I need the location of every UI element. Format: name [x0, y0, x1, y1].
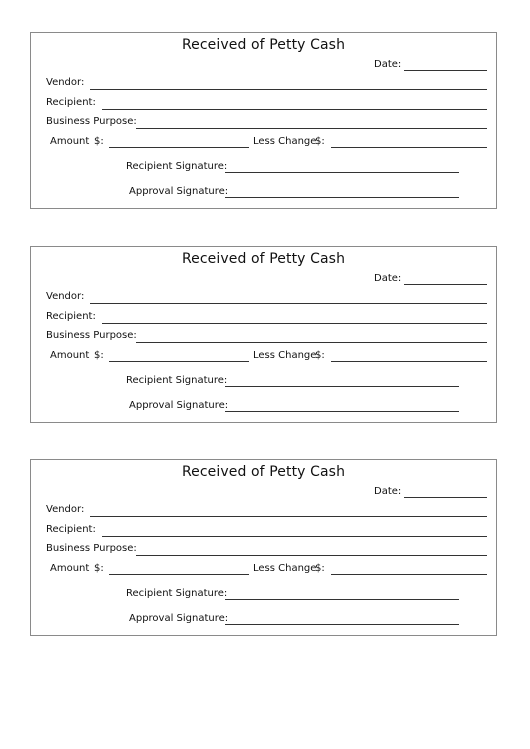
amount-dollar-label: $:	[94, 563, 104, 574]
vendor-field[interactable]	[90, 303, 487, 304]
petty-cash-form-2	[30, 246, 497, 423]
business-purpose-field[interactable]	[136, 128, 487, 129]
approval-signature-label: Approval Signature:	[129, 613, 229, 624]
recipient-signature-label: Recipient Signature:	[126, 588, 228, 599]
approval-signature-field[interactable]	[225, 197, 459, 198]
amount-label: Amount	[50, 350, 90, 361]
less-change-label: Less Change	[253, 563, 317, 574]
less-change-label: Less Change	[253, 136, 317, 147]
less-change-field[interactable]	[331, 147, 487, 148]
recipient-label: Recipient:	[46, 97, 96, 108]
petty-cash-form-1	[30, 32, 497, 209]
recipient-label: Recipient:	[46, 311, 96, 322]
business-purpose-label: Business Purpose:	[46, 330, 137, 341]
date-label: Date:	[374, 273, 402, 284]
business-purpose-field[interactable]	[136, 342, 487, 343]
recipient-field[interactable]	[102, 323, 487, 324]
amount-label: Amount	[50, 563, 90, 574]
less-change-field[interactable]	[331, 574, 487, 575]
amount-field[interactable]	[109, 361, 249, 362]
vendor-field[interactable]	[90, 89, 487, 90]
amount-label: Amount	[50, 136, 90, 147]
amount-dollar-label: $:	[94, 350, 104, 361]
less-change-field[interactable]	[331, 361, 487, 362]
amount-field[interactable]	[109, 147, 249, 148]
business-purpose-field[interactable]	[136, 555, 487, 556]
vendor-field[interactable]	[90, 516, 487, 517]
date-label: Date:	[374, 59, 402, 70]
vendor-label: Vendor:	[46, 77, 85, 88]
less-change-dollar-label: $:	[315, 563, 325, 574]
recipient-field[interactable]	[102, 109, 487, 110]
form-title: Received of Petty Cash	[181, 251, 346, 267]
recipient-signature-field[interactable]	[225, 386, 459, 387]
recipient-label: Recipient:	[46, 524, 96, 535]
approval-signature-label: Approval Signature:	[129, 186, 229, 197]
amount-dollar-label: $:	[94, 136, 104, 147]
date-label: Date:	[374, 486, 402, 497]
less-change-dollar-label: $:	[315, 136, 325, 147]
recipient-signature-label: Recipient Signature:	[126, 375, 228, 386]
recipient-field[interactable]	[102, 536, 487, 537]
date-field[interactable]	[404, 497, 487, 498]
recipient-signature-field[interactable]	[225, 599, 459, 600]
vendor-label: Vendor:	[46, 504, 85, 515]
approval-signature-field[interactable]	[225, 411, 459, 412]
form-title: Received of Petty Cash	[181, 464, 346, 480]
approval-signature-label: Approval Signature:	[129, 400, 229, 411]
less-change-label: Less Change	[253, 350, 317, 361]
vendor-label: Vendor:	[46, 291, 85, 302]
date-field[interactable]	[404, 70, 487, 71]
amount-field[interactable]	[109, 574, 249, 575]
business-purpose-label: Business Purpose:	[46, 116, 137, 127]
less-change-dollar-label: $:	[315, 350, 325, 361]
approval-signature-field[interactable]	[225, 624, 459, 625]
recipient-signature-field[interactable]	[225, 172, 459, 173]
recipient-signature-label: Recipient Signature:	[126, 161, 228, 172]
petty-cash-form-3	[30, 459, 497, 636]
form-title: Received of Petty Cash	[181, 37, 346, 53]
business-purpose-label: Business Purpose:	[46, 543, 137, 554]
date-field[interactable]	[404, 284, 487, 285]
